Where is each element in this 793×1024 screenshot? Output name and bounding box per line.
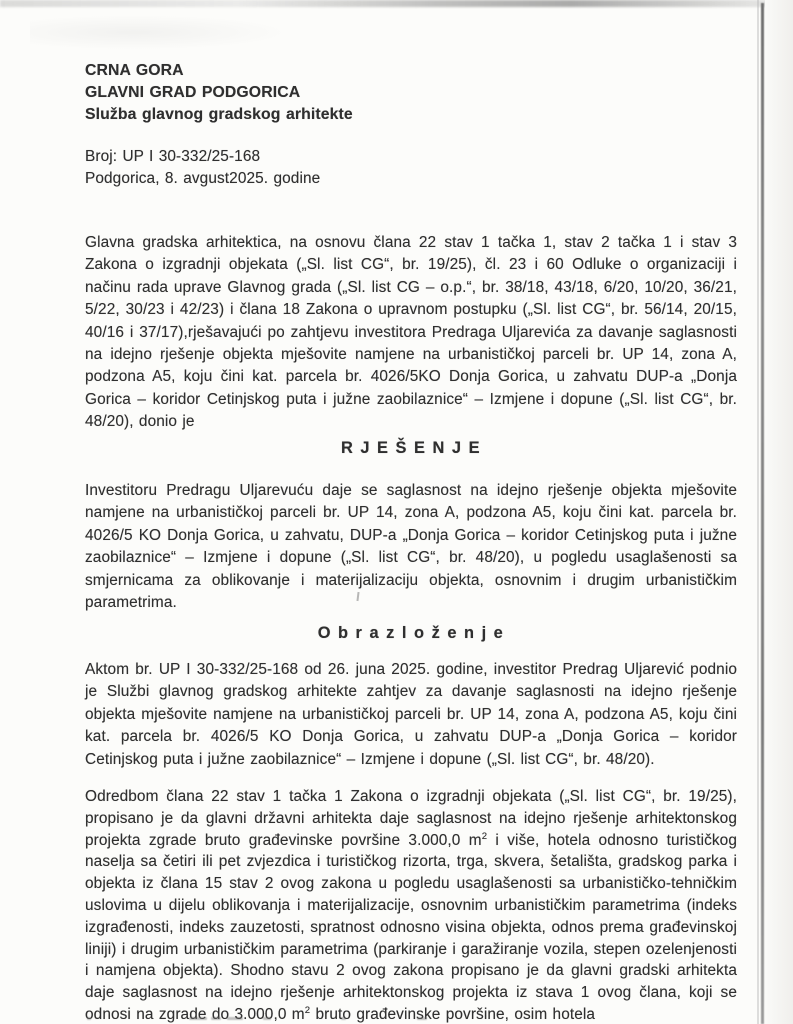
scan-right-margin xyxy=(765,0,793,1024)
letterhead xyxy=(85,60,737,126)
decision-paragraph: Investitoru Predragu Uljarevuću daje se saglasnost na idejno rješenje objekta mješovite namjene na urbanističkoj parceli br. UP 14, zona A, podzona A5, koju čini kat. parcela br. 4026/5 KO Donja Gorica, u zahvatu, DUP-a „Donja Gorica – koridor Cetinjskog puta i južne zaobilaznice“ – Izmjene i dopune („Sl. list CG“, br. 48/20), u pogledu usaglašenosti sa smjernicama za oblikovanje i materijalizaciju objekta, osnovnim i drugim urbanističkim parametrima. xyxy=(85,482,737,612)
law-paragraph-part2: i više, hotela odnosno turističkog naselja sa četiri ili pet zvjezdica i turističkog rizorta, trga, skvera, šetališta, gradskog parka i objekta iz člana 15 stav 2 ovog zakona u pogledu usaglašenosti sa urbanističko-tehničkim uslovima u dijelu oblikovanja i materijalizacije, osnovnim urbanističkim parametrima (indeks izgrađenosti, indeks zauzetosti, spratnost odnosno visina objekta, odnos prema građevinskoj liniji) i drugim urbanističkim parametrima (parkiranje i garažiranje vozila, stepen ozelenjenosti i namjena objekta). Shodno stavu 2 ovog zakona propisano je da glavni gradski arhitekta daje saglasnost na idejno rješenje arhitektonskog projekta iz stava 1 ovog člana, koji se odnosi na zgrade do 3.000,0 m xyxy=(85,831,737,1023)
superscript-sq-meter: 2 xyxy=(481,830,488,842)
letterhead-city: GLAVNI GRAD PODGORICA xyxy=(85,84,301,101)
scan-top-edge-shadow xyxy=(0,0,793,7)
cutoff-fragment xyxy=(87,1017,91,1020)
scan-edge-line xyxy=(761,3,764,1024)
scan-smudge xyxy=(30,15,290,50)
cutoff-fragment xyxy=(189,1017,207,1020)
cutoff-fragment xyxy=(211,1017,221,1020)
decision-heading: R J E Š E N J E xyxy=(340,439,481,457)
law-paragraph-part3: bruto građevinske površine, osim hotela xyxy=(310,1005,596,1023)
letterhead-department: Služba glavnog gradskog arhitekte xyxy=(85,106,353,123)
cutoff-fragment xyxy=(341,1017,346,1020)
cutoff-fragment xyxy=(263,1017,271,1020)
reference-number: Broj: UP I 30-332/25-168 xyxy=(85,148,261,165)
cutoff-fragment xyxy=(227,1017,243,1020)
law-paragraph xyxy=(85,786,737,1024)
scan-edge-soft-line xyxy=(757,0,759,1024)
reference-place-date: Podgorica, 8. avgust2025. godine xyxy=(85,170,321,188)
intro-paragraph: Glavna gradska arhitektica, na osnovu člana 22 stav 1 tačka 1, stav 2 tačka 1 i stav 3 Zakona o izgradnji objekata („Sl. list CG“, br. 19/25), čl. 23 i 60 Odluke o organizaciji i načinu rada uprave Glavnog grada („Sl. list CG – o.p.“, br. 38/18, 43/18, 6/20, 10/20, 36/21, 5/22, 30/23 i 42/23) i člana 18 Zakona o upravnom postupku („Sl. list CG“, br. 56/14, 20/15, 40/16 i 37/17),rješavajući po zahtjevu investitora Predraga Uljarevića za davanje saglasnosti na idejno rješenje objekta mješovite namjene na urbanističkoj parceli br. UP 14, zona A, podzona A5, koju čini kat. parcela br. 4026/5KO Donja Gorica, u zahvatu DUP-a „Donja Gorica – koridor Cetinjskog puta i južne zaobilaznice“ – Izmjene i dopune („Sl. list CG“, br. 48/20), donio je xyxy=(85,234,737,431)
cutoff-fragment xyxy=(417,1017,427,1020)
cutoff-line-fragments xyxy=(85,1015,645,1024)
superscript-sq-meter: 2 xyxy=(304,1004,311,1016)
reference-block xyxy=(85,146,737,191)
explanation-heading: O b r a z l o ž e n j e xyxy=(317,624,505,642)
explanation-paragraph: Aktom br. UP I 30-332/25-168 od 26. juna 2025. godine, investitor Predrag Uljarević podnio je Službi glavnog gradskog arhitekte zahtjev za davanje saglasnosti na idejno rješenje objekta mješovite namjene na urbanističkoj parceli br. UP 14, zona A, podzona A5, koju čini kat. parcela br. 4026/5 KO Donja Gorica, u zahvatu DUP-a „Donja Gorica – koridor Cetinjskog puta i južne zaobilaznice“ – Izmjene i dopune („Sl. list CG“, br. 48/20). xyxy=(85,661,737,768)
law-paragraph-part1: Odredbom člana 22 stav 1 tačka 1 Zakona o izgradnji objekata („Sl. list CG“, br. 19/25), propisano je da glavni državni arhitekta daje saglasnost na idejno rješenje arhitektonskog projekta zgrade bruto građevinske površine 3.000,0 m xyxy=(85,788,737,849)
letterhead-country: CRNA GORA xyxy=(85,62,184,79)
